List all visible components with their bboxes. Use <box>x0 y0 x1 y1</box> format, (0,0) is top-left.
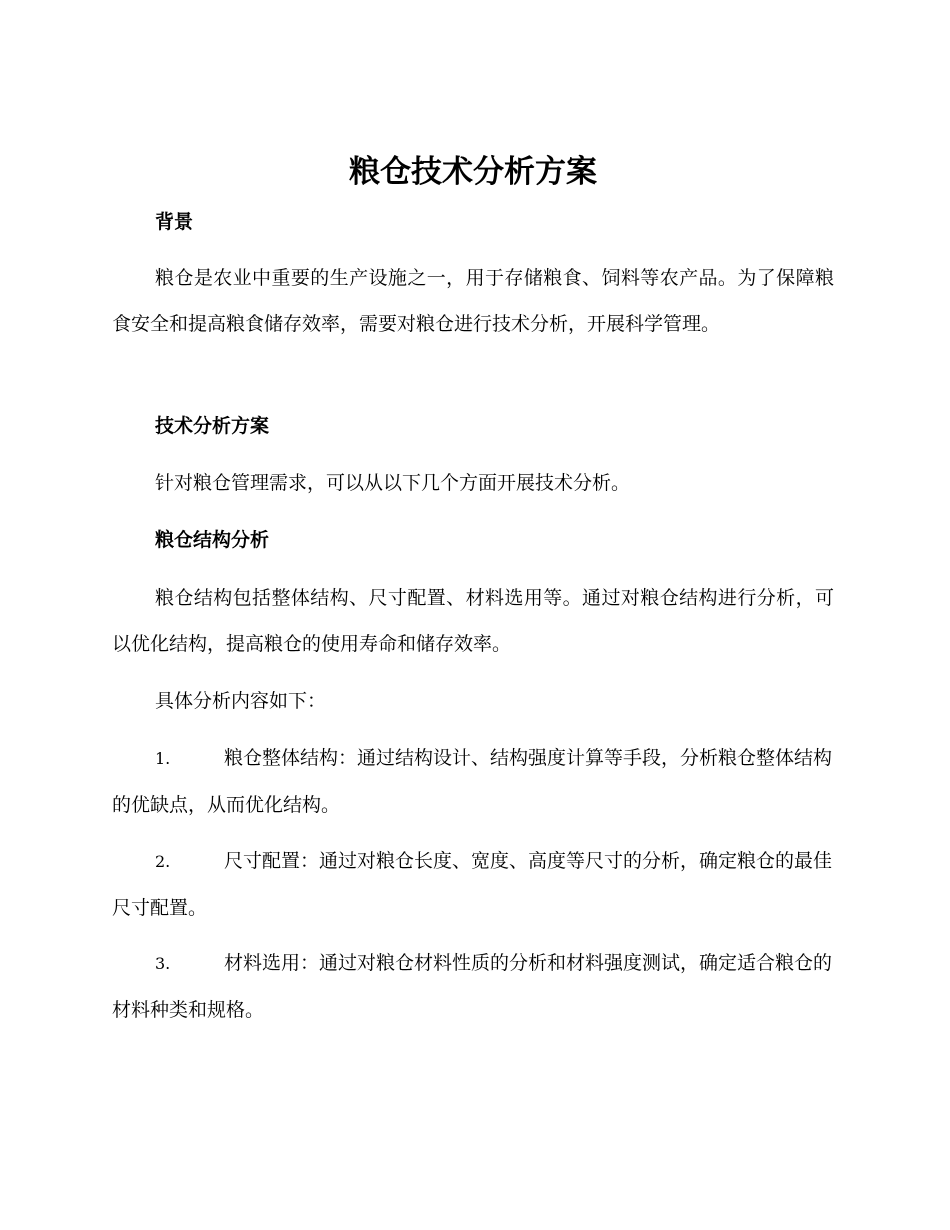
list-item-text: 材料选用：通过对粮仓材料性质的分析和材料强度测试，确定适合粮仓的材料种类和规格。 <box>112 952 833 1021</box>
list-item-text: 粮仓整体结构：通过结构设计、结构强度计算等手段，分析粮仓整体结构的优缺点，从而优化结构。 <box>112 747 833 816</box>
structure-analysis-paragraph: 粮仓结构包括整体结构、尺寸配置、材料选用等。通过对粮仓结构进行分析，可以优化结构，提高粮仓的使用寿命和储存效率。 <box>112 587 834 655</box>
list-item-number: 3. <box>155 954 171 973</box>
list-item-number: 2. <box>155 852 171 871</box>
section-heading-technical-analysis: 技术分析方案 <box>155 415 270 437</box>
document-title: 粮仓技术分析方案 <box>349 154 597 190</box>
list-item <box>112 735 834 828</box>
list-item <box>112 940 834 1033</box>
section-heading-background: 背景 <box>155 211 194 233</box>
background-paragraph: 粮仓是农业中重要的生产设施之一，用于存储粮食、饲料等农产品。为了保障粮食安全和提高粮食储存效率，需要对粮仓进行技术分析，开展科学管理。 <box>112 267 834 335</box>
analysis-intro-paragraph: 具体分析内容如下： <box>155 690 327 712</box>
list-item <box>112 838 834 931</box>
section-heading-structure-analysis: 粮仓结构分析 <box>155 529 270 551</box>
list-item-text: 尺寸配置：通过对粮仓长度、宽度、高度等尺寸的分析，确定粮仓的最佳尺寸配置。 <box>112 850 833 919</box>
technical-analysis-paragraph: 针对粮仓管理需求，可以从以下几个方面开展技术分析。 <box>155 472 631 494</box>
list-item-number: 1. <box>155 749 171 768</box>
